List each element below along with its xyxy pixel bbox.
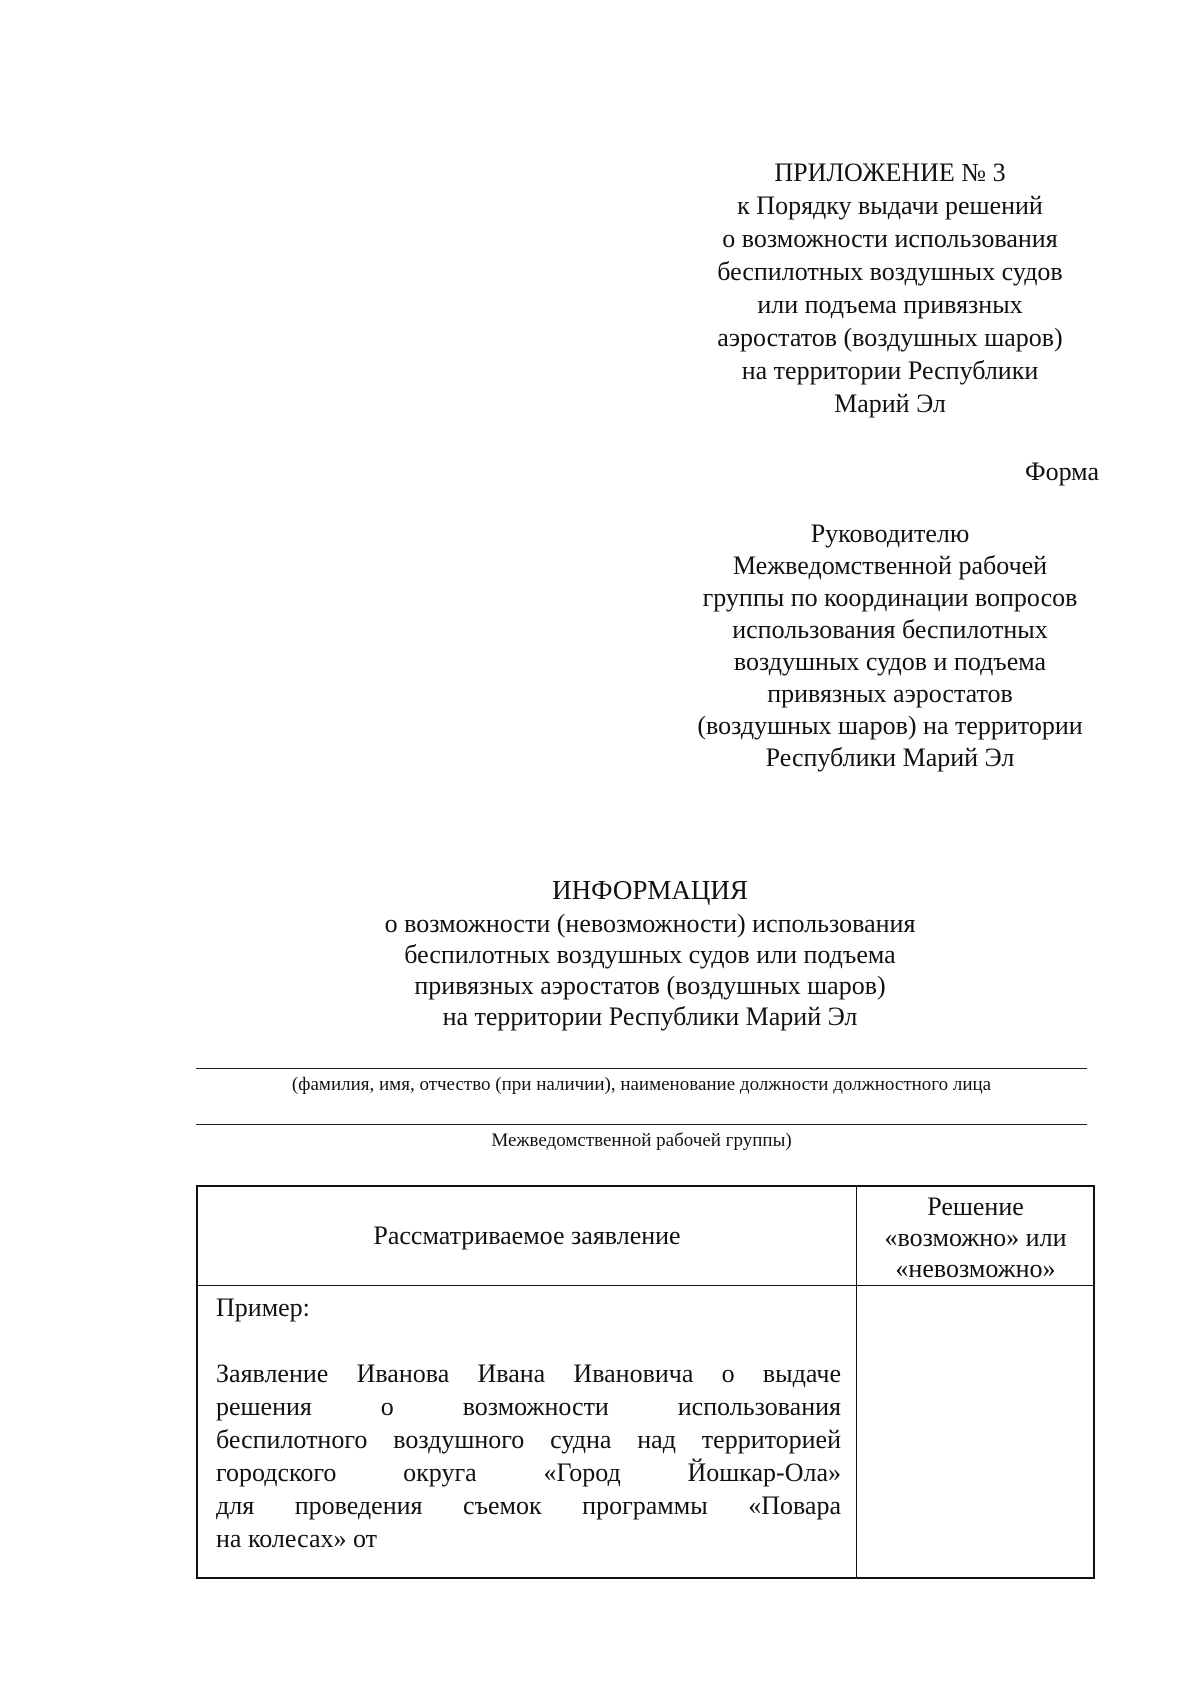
addressee-line: (воздушных шаров) на территории (697, 711, 1083, 740)
table-header-decision-line: «возможно» или (884, 1223, 1067, 1252)
table-header-decision-line: Решение (927, 1192, 1024, 1221)
addressee-line: привязных аэростатов (767, 679, 1013, 708)
document-heading (250, 873, 1050, 1032)
official-name-caption: (фамилия, имя, отчество (при наличии), наименование должности должностного лица (291, 1074, 992, 1095)
heading-line: привязных аэростатов (воздушных шаров) (414, 971, 886, 1000)
example-label: Пример: (216, 1293, 310, 1322)
appendix-title: ПРИЛОЖЕНИЕ № 3 (774, 158, 1006, 187)
appendix-line: или подъема привязных (757, 290, 1023, 319)
example-line: Заявление Иванова Ивана Ивановича о выдаче (216, 1359, 841, 1388)
table-header-application (198, 1187, 856, 1285)
table-header-decision-line: «невозможно» (895, 1254, 1056, 1283)
table-row-divider (198, 1285, 1093, 1286)
table-cell-decision[interactable] (858, 1287, 1093, 1577)
appendix-line: аэростатов (воздушных шаров) (717, 323, 1063, 352)
addressee-line: Межведомственной рабочей (732, 551, 1048, 580)
table-cell-application (216, 1291, 841, 1555)
appendix-line: к Порядку выдачи решений (737, 191, 1043, 220)
example-line: на колесах» от (216, 1524, 378, 1553)
example-line: решения о возможности использования (216, 1392, 841, 1421)
table-header-application-label: Рассматриваемое заявление (373, 1221, 681, 1250)
table-header-decision (858, 1191, 1093, 1284)
example-line: городского округа «Город Йошкар-Ола» (216, 1458, 841, 1487)
example-line: беспилотного воздушного судна над территорией (216, 1425, 841, 1454)
addressee-line: Республики Марий Эл (765, 743, 1015, 772)
example-line: для проведения съемок программы «Повара (216, 1491, 841, 1520)
official-name-fill-line[interactable] (196, 1068, 1087, 1069)
document-title: ИНФОРМАЦИЯ (552, 875, 748, 905)
addressee-block (650, 518, 1130, 774)
heading-line: о возможности (невозможности) использования (384, 909, 916, 938)
addressee-line: воздушных судов и подъема (733, 647, 1047, 676)
heading-line: беспилотных воздушных судов или подъема (404, 940, 896, 969)
addressee-line: группы по координации вопросов (702, 583, 1078, 612)
example-text (216, 1357, 841, 1555)
appendix-line: на территории Республики (741, 356, 1039, 385)
appendix-line: беспилотных воздушных судов (717, 257, 1063, 286)
appendix-block (665, 156, 1115, 420)
addressee-line: Руководителю (810, 519, 970, 548)
addressee-line: использования беспилотных (732, 615, 1048, 644)
official-group-fill-line[interactable] (196, 1124, 1087, 1125)
table-column-divider (856, 1187, 857, 1577)
form-label: Форма (1025, 457, 1099, 486)
appendix-line: Марий Эл (834, 389, 946, 418)
application-table (196, 1185, 1095, 1579)
official-group-caption: Межведомственной рабочей группы) (491, 1130, 792, 1151)
appendix-line: о возможности использования (722, 224, 1058, 253)
heading-line: на территории Республики Марий Эл (442, 1002, 858, 1031)
